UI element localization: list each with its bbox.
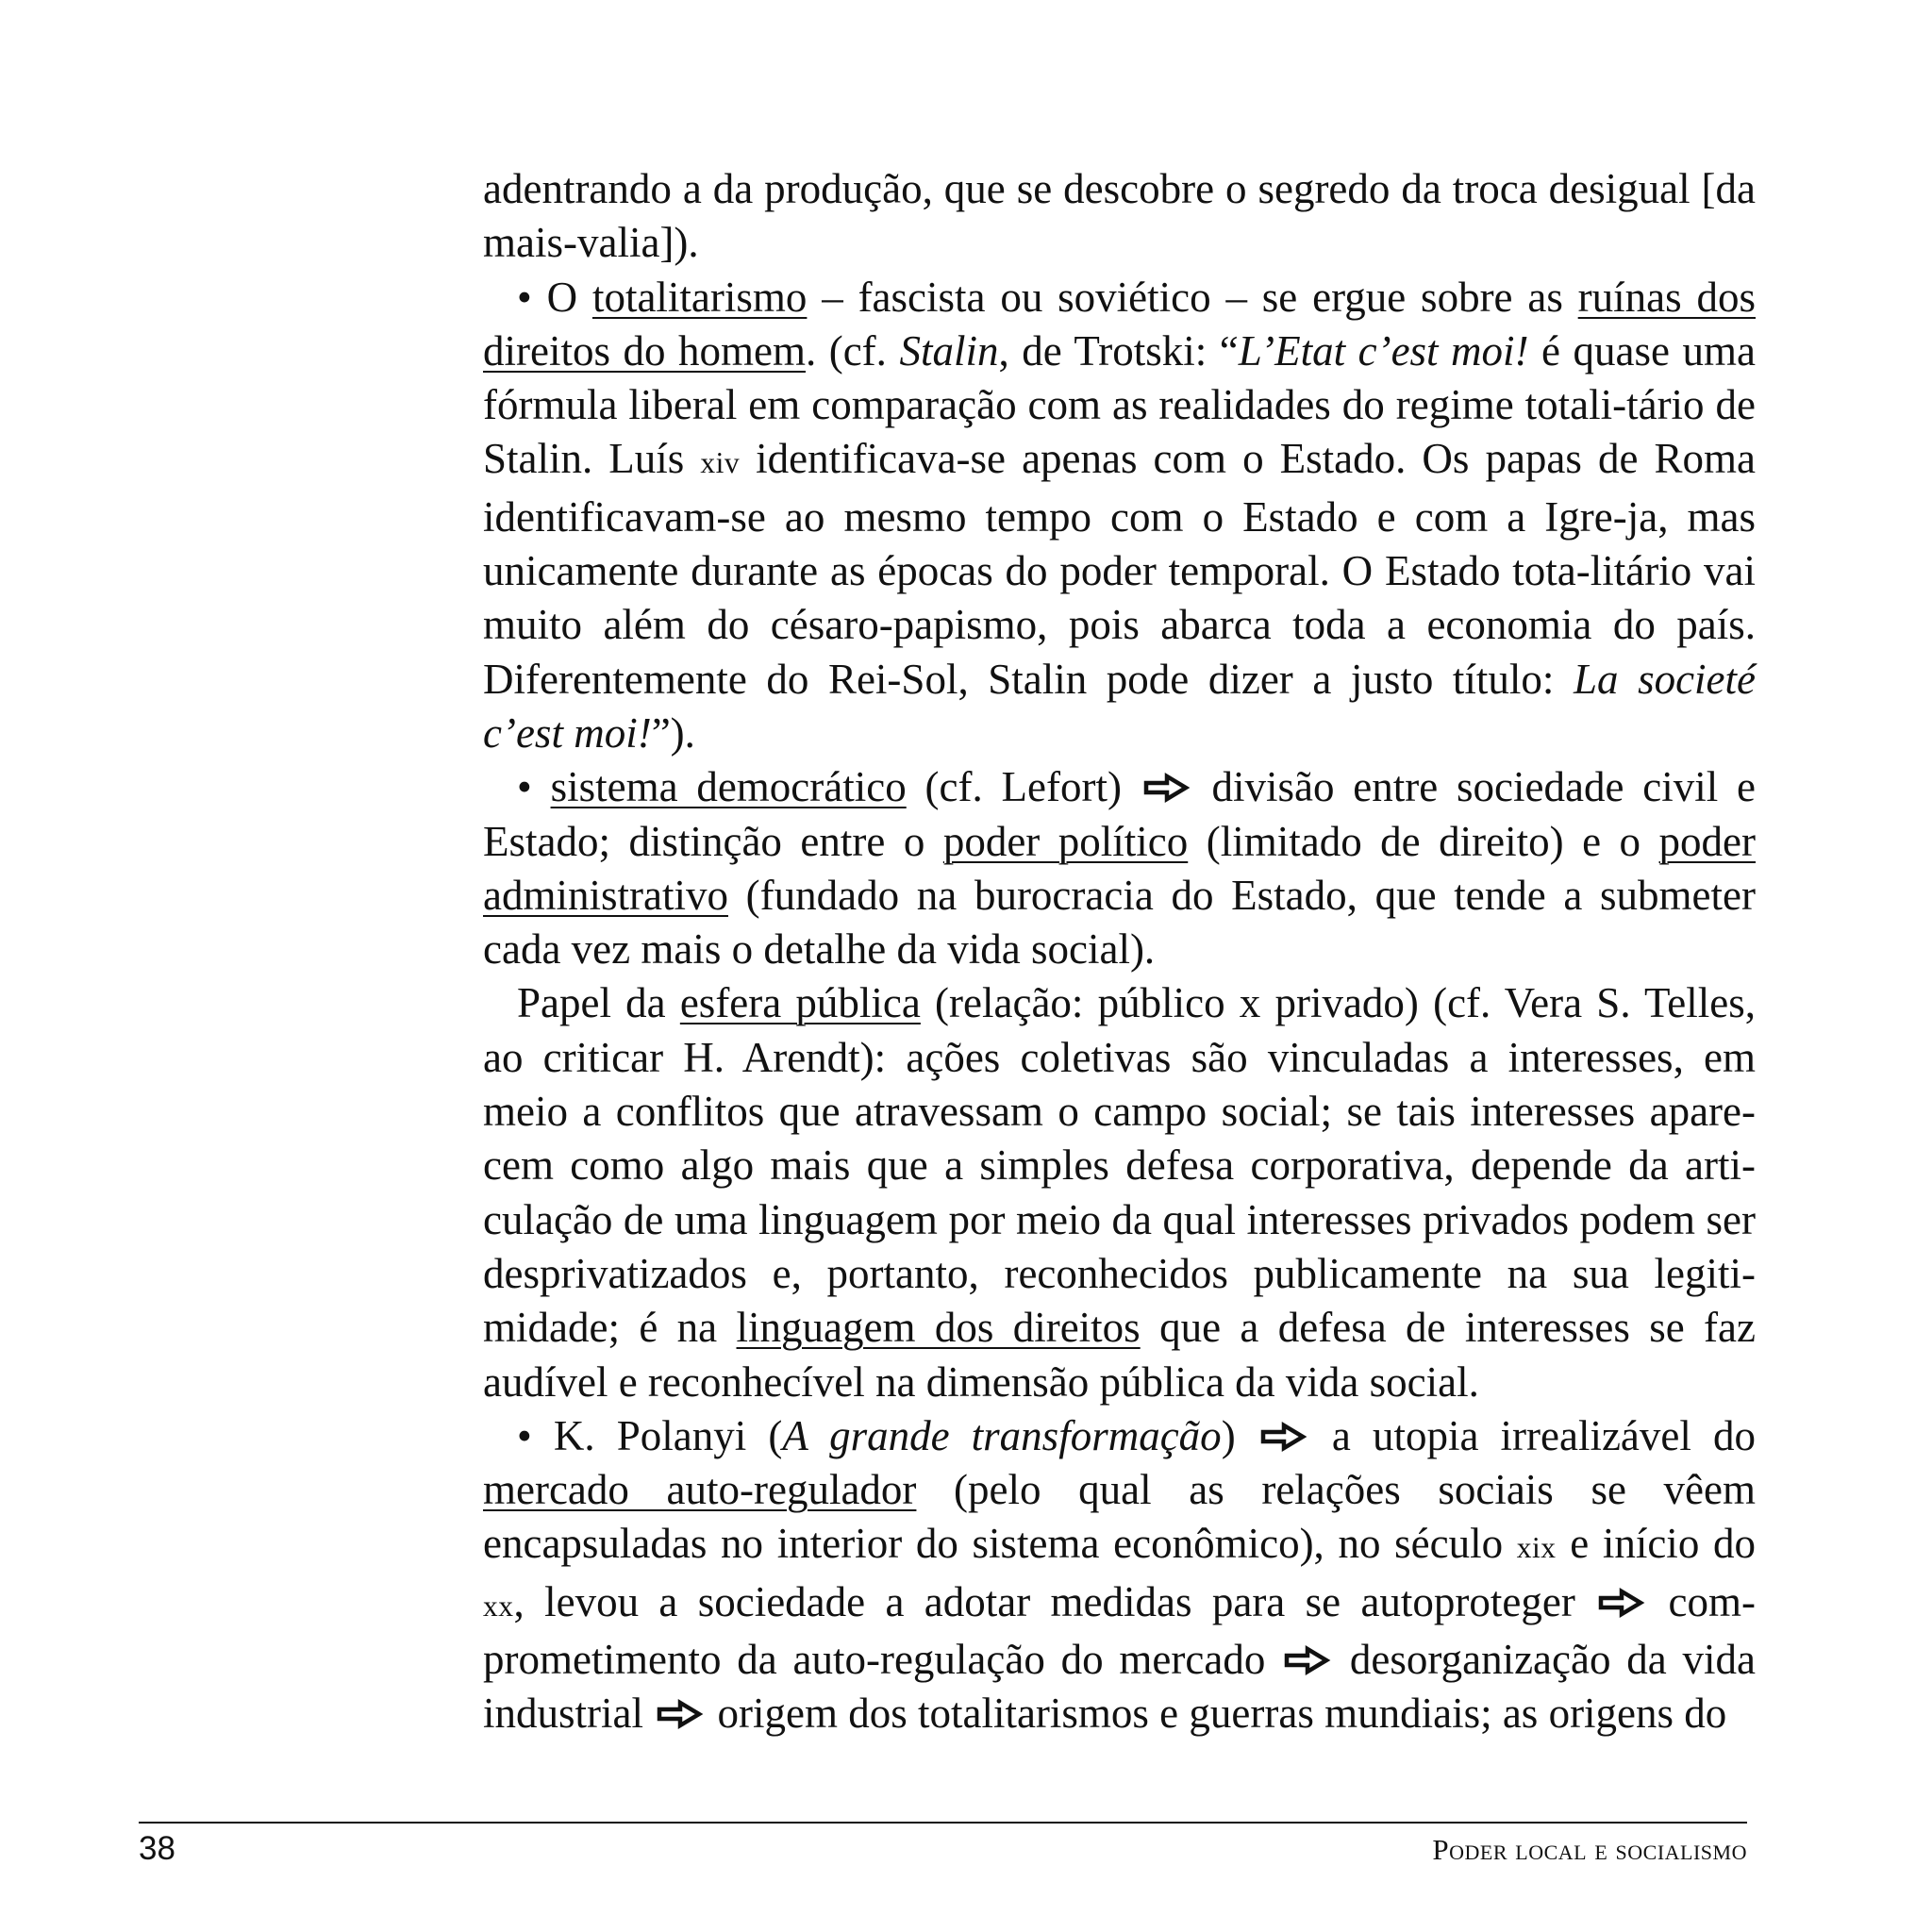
- text-span: – fascista ou soviético – se ergue sobre as: [807, 273, 1578, 321]
- text-span: desorganização da vida industrial: [483, 1636, 1756, 1738]
- bullet: •: [517, 273, 532, 321]
- right-arrow-icon: [656, 1699, 705, 1729]
- text-span: com-prometimento da auto-regulação do mercado: [483, 1577, 1756, 1684]
- page-number: 38: [139, 1830, 175, 1867]
- text-span: divisão entre sociedade civil e Estado; distinção entre o: [483, 763, 1756, 865]
- right-arrow-icon: [1142, 773, 1191, 803]
- main-text: [483, 162, 1756, 1741]
- footer-rule: [139, 1822, 1747, 1824]
- text-span: origem dos totalitarismos e guerras mundiais; as origens do: [707, 1690, 1727, 1738]
- right-arrow-icon: [1283, 1645, 1332, 1675]
- paragraph-2: [483, 271, 1756, 761]
- text-span: a utopia irrealizável do: [1309, 1411, 1756, 1459]
- text-span: . (cf.: [805, 326, 900, 375]
- italic-title: A grande transformação: [782, 1411, 1222, 1459]
- running-title: Poder local e socialismo: [1432, 1833, 1747, 1866]
- text-span: identificava-se apenas com o Estado. Os papas de Roma identificavam-se ao mesmo tempo com o Estado e com a Igre-ja, mas unicamente durante as épocas do poder temporal. O Estado tota-litário vai muito além do césaro-papismo, pois abarca toda a economia do país. Diferentemente do Rei-Sol, Stalin pode dizer a justo título:: [483, 435, 1756, 703]
- underlined-term: poder administrativo: [483, 817, 1756, 919]
- underlined-term: linguagem dos direitos: [736, 1304, 1141, 1352]
- text-span: K. Polanyi (: [531, 1411, 783, 1459]
- text-span: que a defesa de interesses se faz audível e reconhecível na dimensão pública da vida social.: [483, 1304, 1756, 1406]
- paragraph-3: [483, 760, 1756, 976]
- underlined-term: mercado auto-regulador: [483, 1466, 917, 1514]
- paragraph-4: [483, 976, 1756, 1408]
- roman-numeral: xix: [1516, 1531, 1557, 1565]
- bullet: •: [517, 763, 532, 811]
- text-span: [532, 763, 551, 810]
- paragraph-text: adentrando a da produção, que se descobre o segredo da troca desigual [da mais-valia]).: [483, 165, 1756, 267]
- text-span: ”).: [651, 708, 695, 757]
- text-span: (relação: público x privado) (cf. Vera S. Telles, ao criticar H. Arendt): ações coletivas são vinculadas a interesses, em meio a conflitos que atravessam o campo social; se tais interesses apare-cem como algo mais que a simples defesa corporativa, depende da arti-culação de uma linguagem por meio da qual interesses privados podem ser desprivatizados e, portanto, reconhecidos publicamente na sua legiti-midade; é na: [483, 979, 1757, 1352]
- italic-quote: La societé c’est moi!: [483, 655, 1756, 757]
- text-span: O: [531, 273, 592, 321]
- paragraph-5: [483, 1409, 1756, 1741]
- text-span: , levou a sociedade a adotar medidas para se autoproteger: [513, 1577, 1596, 1625]
- underlined-term: ruínas dos direitos do homem: [483, 273, 1756, 375]
- underlined-term: totalitarismo: [591, 273, 808, 321]
- italic-title: Stalin: [899, 326, 999, 375]
- underlined-term: poder político: [942, 817, 1189, 865]
- roman-numeral: xiv: [700, 446, 741, 480]
- text-span: , de Trotski: “: [998, 326, 1239, 375]
- right-arrow-icon: [1259, 1422, 1308, 1452]
- paragraph-1: [483, 162, 1756, 271]
- text-span: é quase uma fórmula liberal em comparação com as realidades do regime totali-tário de Stalin. Luís: [483, 326, 1756, 483]
- text-span: ): [1221, 1411, 1257, 1459]
- text-span: (cf. Lefort): [906, 763, 1141, 811]
- text-span: (fundado na burocracia do Estado, que tende a submeter cada vez mais o detalhe da vida social).: [483, 871, 1756, 974]
- italic-quote: L’Etat c’est moi!: [1238, 326, 1529, 375]
- underlined-term: sistema democrático: [550, 763, 907, 811]
- right-arrow-icon: [1597, 1588, 1646, 1618]
- text-span: (limitado de direito) e o: [1188, 817, 1659, 865]
- roman-numeral: xx: [483, 1589, 514, 1623]
- bullet: •: [517, 1411, 532, 1459]
- underlined-term: esfera pública: [679, 979, 921, 1027]
- text-span: e início do: [1556, 1520, 1756, 1568]
- text-span: (pelo qual as relações sociais se vêem encapsuladas no interior do sistema econômico), no século: [483, 1466, 1756, 1568]
- text-span: Papel da: [517, 979, 680, 1027]
